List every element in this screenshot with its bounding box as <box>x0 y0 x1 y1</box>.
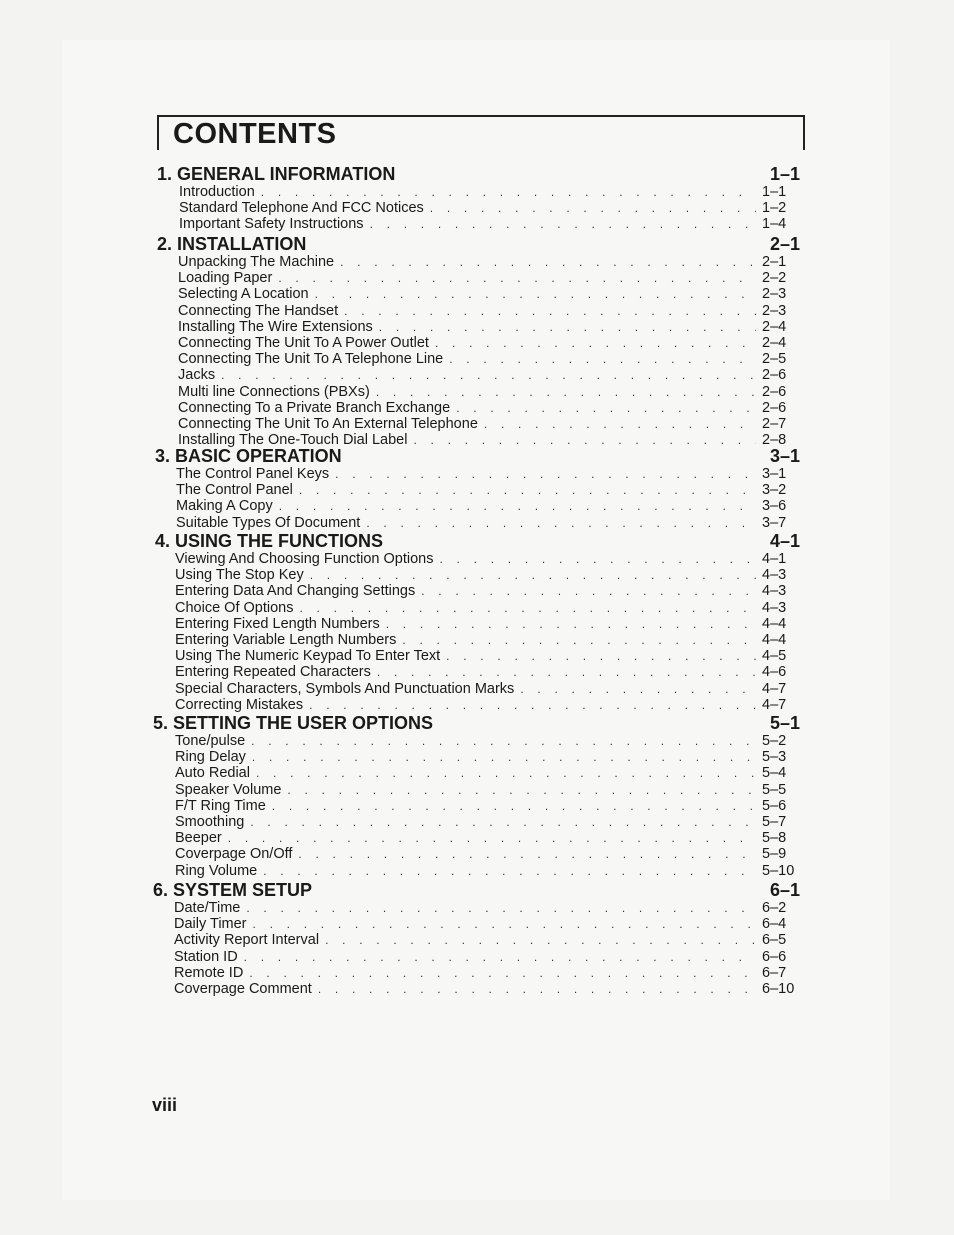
toc-entry[interactable] <box>176 466 800 482</box>
entry-list <box>176 466 800 531</box>
section-number: 1. <box>157 164 173 184</box>
dot-leader <box>228 830 756 846</box>
dot-leader <box>335 466 756 482</box>
entry-title: Using The Numeric Keypad To Enter Text <box>175 648 441 665</box>
entry-page-number: 1–2 <box>762 200 787 217</box>
dot-leader <box>278 270 756 286</box>
toc-entry[interactable] <box>175 733 800 749</box>
section-number: 2. <box>157 234 173 254</box>
toc-entry[interactable] <box>175 846 800 862</box>
entry-title: The Control Panel <box>176 482 293 499</box>
section-title: BASIC OPERATION <box>175 446 342 466</box>
entry-list <box>179 184 800 233</box>
entry-page-number: 4–1 <box>762 551 787 567</box>
dot-leader <box>261 184 756 200</box>
dot-leader <box>402 632 756 648</box>
toc-entry[interactable] <box>176 482 800 498</box>
dot-leader <box>310 567 756 583</box>
toc-entry[interactable] <box>175 648 800 664</box>
dot-leader <box>263 863 756 879</box>
section-number: 3. <box>155 446 171 466</box>
dot-leader <box>449 351 756 367</box>
entry-page-number: 4–7 <box>762 696 787 713</box>
section-page-number: 4–1 <box>769 531 800 551</box>
entry-page-number: 2–5 <box>762 351 787 368</box>
entry-page-number: 4–7 <box>762 680 787 697</box>
toc-entry[interactable] <box>178 416 800 432</box>
dot-leader <box>379 319 756 335</box>
entry-page-number: 4–4 <box>762 615 787 632</box>
entry-list <box>175 733 800 879</box>
dot-leader <box>299 600 756 616</box>
section-heading[interactable] <box>155 531 800 551</box>
entry-title: Beeper <box>175 830 222 847</box>
toc-section <box>153 880 800 997</box>
toc-entry[interactable] <box>174 900 800 916</box>
entry-title: Selecting A Location <box>178 286 309 303</box>
entry-page-number: 2–4 <box>762 334 787 351</box>
toc-entry[interactable] <box>175 749 800 765</box>
dot-leader <box>344 303 756 319</box>
toc-entry[interactable] <box>179 200 800 216</box>
section-title: USING THE FUNCTIONS <box>175 531 384 551</box>
page-number: viii <box>152 1095 178 1115</box>
section-heading[interactable] <box>155 446 800 466</box>
entry-page-number: 5–9 <box>762 846 787 863</box>
entry-title: F/T Ring Time <box>175 797 266 814</box>
entry-title: Station ID <box>174 948 238 965</box>
dot-leader <box>456 400 756 416</box>
entry-page-number: 5–7 <box>762 813 787 830</box>
toc-entry[interactable] <box>176 515 800 531</box>
entry-title: Making A Copy <box>176 498 273 515</box>
section-title: SETTING THE USER OPTIONS <box>173 713 434 733</box>
dot-leader <box>251 733 756 749</box>
toc-entry[interactable] <box>174 916 800 932</box>
toc-entry[interactable] <box>175 765 800 781</box>
entry-title: Connecting The Unit To A Telephone Line <box>178 351 444 368</box>
toc-entry[interactable] <box>179 216 800 232</box>
entry-title: Entering Variable Length Numbers <box>175 631 397 648</box>
entry-page-number: 2–6 <box>762 367 787 384</box>
toc-entry[interactable] <box>175 616 800 632</box>
dot-leader <box>244 949 756 965</box>
entry-title: Important Safety Instructions <box>179 216 364 233</box>
dot-leader <box>256 765 756 781</box>
toc-entry[interactable] <box>178 303 800 319</box>
toc-entry[interactable] <box>175 551 800 567</box>
toc-entry[interactable] <box>174 949 800 965</box>
dot-leader <box>430 200 756 216</box>
dot-leader <box>318 981 756 997</box>
toc-entry[interactable] <box>178 270 800 286</box>
toc-section <box>153 713 800 879</box>
dot-leader <box>298 846 756 862</box>
section-number: 6. <box>153 880 169 900</box>
entry-page-number: 2–8 <box>762 432 787 449</box>
entry-page-number: 4–6 <box>762 664 787 681</box>
section-page-number: 6–1 <box>769 880 800 900</box>
entry-page-number: 4–3 <box>762 567 787 584</box>
toc-entry[interactable] <box>175 664 800 680</box>
dot-leader <box>246 900 756 916</box>
entry-page-number: 2–3 <box>762 286 787 303</box>
dot-leader <box>340 254 756 270</box>
entry-page-number: 2–2 <box>762 270 787 287</box>
entry-page-number: 6–6 <box>762 948 787 965</box>
toc-section <box>155 446 800 531</box>
entry-page-number: 5–6 <box>762 797 787 814</box>
section-number: 4. <box>155 531 171 551</box>
entry-title: Connecting The Unit To A Power Outlet <box>178 334 429 351</box>
entry-page-number: 5–10 <box>762 862 795 879</box>
toc-entry[interactable] <box>178 351 800 367</box>
entry-title: Connecting To a Private Branch Exchange <box>178 399 451 416</box>
entry-title: Special Characters, Symbols And Punctuation Marks <box>175 680 515 697</box>
section-heading[interactable] <box>157 234 800 254</box>
dot-leader <box>309 697 756 713</box>
toc-entry[interactable] <box>174 965 800 981</box>
section-title: SYSTEM SETUP <box>173 880 313 900</box>
toc-entry[interactable] <box>175 600 800 616</box>
entry-list <box>175 551 800 713</box>
dot-leader <box>253 916 756 932</box>
dot-leader <box>272 798 756 814</box>
toc-entry[interactable] <box>175 567 800 583</box>
dot-leader <box>325 932 756 948</box>
entry-page-number: 4–3 <box>762 583 787 600</box>
toc-entry[interactable] <box>178 319 800 335</box>
toc-section <box>157 164 800 233</box>
section-number: 5. <box>153 713 169 733</box>
toc-entry[interactable] <box>175 632 800 648</box>
dot-leader <box>421 583 756 599</box>
entry-page-number: 1–4 <box>762 216 787 233</box>
entry-title: Jacks <box>178 367 216 384</box>
dot-leader <box>376 384 756 400</box>
entry-page-number: 5–3 <box>762 749 787 766</box>
entry-title: Correcting Mistakes <box>175 696 304 713</box>
section-heading[interactable] <box>153 713 800 733</box>
entry-title: Loading Paper <box>178 270 273 287</box>
section-page-number: 5–1 <box>769 713 800 733</box>
toc-entry[interactable] <box>178 400 800 416</box>
entry-title: The Control Panel Keys <box>176 466 330 482</box>
dot-leader <box>484 416 756 432</box>
entry-page-number: 5–5 <box>762 781 787 798</box>
entry-page-number: 5–8 <box>762 830 787 847</box>
toc-entry[interactable] <box>178 335 800 351</box>
entry-page-number: 2–4 <box>762 318 787 335</box>
section-page-number: 1–1 <box>769 164 800 184</box>
dot-leader <box>299 482 756 498</box>
toc-entry[interactable] <box>175 798 800 814</box>
entry-page-number: 2–6 <box>762 399 787 416</box>
toc-entry[interactable] <box>178 367 800 383</box>
entry-page-number: 5–4 <box>762 765 787 782</box>
entry-title: Choice Of Options <box>175 599 294 616</box>
section-page-number: 2–1 <box>769 234 800 254</box>
dot-leader <box>366 515 756 531</box>
entry-title: Unpacking The Machine <box>178 254 335 270</box>
section-title: GENERAL INFORMATION <box>177 164 396 184</box>
entry-title: Ring Delay <box>175 749 246 766</box>
entry-title: Suitable Types Of Document <box>176 514 361 531</box>
page-title: CONTENTS <box>173 118 337 150</box>
dot-leader <box>249 965 756 981</box>
entry-title: Entering Fixed Length Numbers <box>175 615 380 632</box>
dot-leader <box>435 335 756 351</box>
entry-page-number: 2–3 <box>762 302 787 319</box>
entry-page-number: 2–7 <box>762 415 787 432</box>
entry-list <box>174 900 800 997</box>
entry-title: Installing The One-Touch Dial Label <box>178 432 408 449</box>
toc-entry[interactable] <box>175 814 800 830</box>
entry-title: Multi line Connections (PBXs) <box>178 383 370 400</box>
entry-page-number: 1–1 <box>762 184 787 200</box>
entry-page-number: 4–5 <box>762 648 787 665</box>
entry-title: Introduction <box>179 184 255 200</box>
toc-entry[interactable] <box>175 697 800 713</box>
dot-leader <box>287 782 756 798</box>
toc-entry[interactable] <box>174 981 800 997</box>
dot-leader <box>446 648 756 664</box>
dot-leader <box>520 681 756 697</box>
dot-leader <box>250 814 756 830</box>
entry-page-number: 4–4 <box>762 631 787 648</box>
toc-entry[interactable] <box>179 184 800 200</box>
toc-entry[interactable] <box>178 254 800 270</box>
section-heading[interactable] <box>157 164 800 184</box>
entry-page-number: 3–6 <box>762 498 787 515</box>
entry-title: Connecting The Unit To An External Telephone <box>178 415 478 432</box>
dot-leader <box>377 664 756 680</box>
entry-page-number: 5–2 <box>762 733 787 749</box>
entry-title: Coverpage On/Off <box>175 846 293 863</box>
entry-title: Date/Time <box>174 900 241 916</box>
entry-page-number: 3–2 <box>762 482 787 499</box>
entry-title: Installing The Wire Extensions <box>178 318 373 335</box>
toc-section <box>155 531 800 713</box>
dot-leader <box>386 616 756 632</box>
entry-list <box>178 254 800 448</box>
toc-entry[interactable] <box>175 830 800 846</box>
entry-page-number: 3–1 <box>762 466 787 482</box>
entry-title: Daily Timer <box>174 916 247 933</box>
dot-leader <box>221 367 756 383</box>
toc-entry[interactable] <box>175 681 800 697</box>
entry-page-number: 6–5 <box>762 932 787 949</box>
dot-leader <box>315 286 756 302</box>
toc-entry[interactable] <box>174 932 800 948</box>
entry-title: Remote ID <box>174 964 244 981</box>
entry-page-number: 6–2 <box>762 900 787 916</box>
entry-title: Entering Repeated Characters <box>175 664 371 681</box>
dot-leader <box>279 498 756 514</box>
toc-section <box>157 234 800 448</box>
toc-entry[interactable] <box>175 863 800 879</box>
dot-leader <box>439 551 756 567</box>
entry-title: Activity Report Interval <box>174 932 320 949</box>
toc-entry[interactable] <box>175 782 800 798</box>
entry-title: Auto Redial <box>175 765 250 782</box>
entry-title: Smoothing <box>175 813 245 830</box>
entry-title: Viewing And Choosing Function Options <box>175 551 434 567</box>
entry-page-number: 6–4 <box>762 916 787 933</box>
entry-page-number: 2–1 <box>762 254 787 270</box>
entry-page-number: 2–6 <box>762 383 787 400</box>
entry-title: Using The Stop Key <box>175 567 304 584</box>
entry-title: Tone/pulse <box>175 733 246 749</box>
entry-title: Entering Data And Changing Settings <box>175 583 416 600</box>
entry-title: Speaker Volume <box>175 781 282 798</box>
toc-entry[interactable] <box>178 384 800 400</box>
section-title: INSTALLATION <box>177 234 307 254</box>
entry-title: Ring Volume <box>175 862 258 879</box>
entry-page-number: 6–7 <box>762 964 787 981</box>
dot-leader <box>370 216 756 232</box>
entry-title: Coverpage Comment <box>174 980 312 997</box>
toc-entry[interactable] <box>176 498 800 514</box>
entry-page-number: 3–7 <box>762 514 787 531</box>
section-heading[interactable] <box>153 880 800 900</box>
section-page-number: 3–1 <box>769 446 800 466</box>
toc-entry[interactable] <box>178 286 800 302</box>
entry-title: Standard Telephone And FCC Notices <box>179 200 424 217</box>
dot-leader <box>252 749 756 765</box>
entry-page-number: 6–10 <box>762 980 795 997</box>
entry-page-number: 4–3 <box>762 599 787 616</box>
toc-entry[interactable] <box>175 583 800 599</box>
entry-title: Connecting The Handset <box>178 302 339 319</box>
